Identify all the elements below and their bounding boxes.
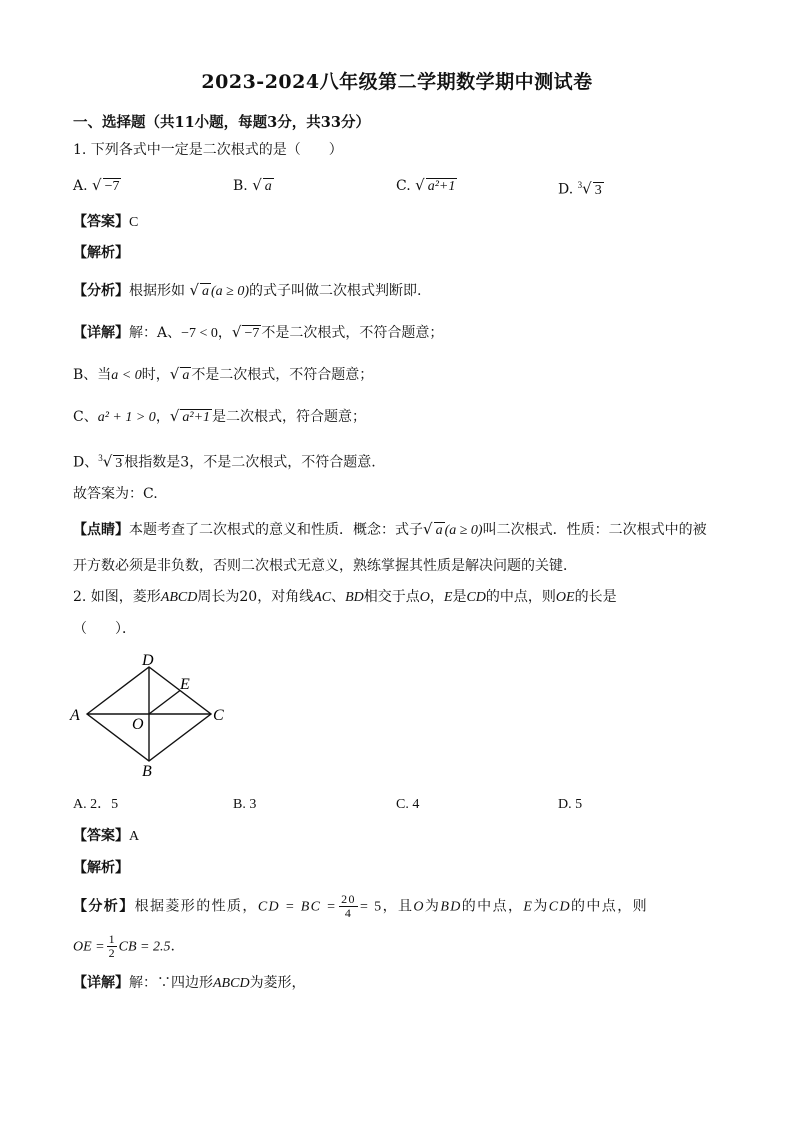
q1-fenxi bbox=[73, 280, 421, 302]
radicand-a: a bbox=[202, 284, 210, 299]
q2-oe: OE bbox=[555, 590, 575, 605]
label-c: C bbox=[213, 707, 224, 724]
segment-oe bbox=[149, 691, 180, 715]
q2-option-a: A. 2．5 bbox=[73, 797, 119, 812]
rhombus-figure bbox=[68, 648, 238, 780]
q1-xj1-ineq: −7 < 0 bbox=[181, 326, 218, 341]
radical-icon: √ bbox=[92, 176, 102, 194]
q2-xj-abcd: ABCD bbox=[213, 976, 250, 991]
radicand-a: a bbox=[182, 368, 190, 383]
q1-analysis-tag: 【解析】 bbox=[73, 245, 129, 261]
q1-answer bbox=[73, 212, 138, 233]
q2-fx2-rest: CB = 2.5 bbox=[118, 939, 171, 955]
q2-fenxi-line1 bbox=[73, 893, 648, 920]
q2-fx-post: 的中点，则 bbox=[571, 898, 648, 915]
q1-stem: 1. 下列各式中一定是二次根式的是（ ） bbox=[73, 142, 343, 158]
q1-answer-value: C bbox=[129, 215, 139, 230]
q2-e: E bbox=[443, 590, 453, 605]
q2-fx2-den: 2 bbox=[108, 946, 115, 960]
q1-option-b-radicand: a bbox=[264, 179, 272, 194]
q2-fx-num: 20 bbox=[341, 892, 356, 906]
radical-icon: √ bbox=[169, 365, 180, 383]
q2-ac: AC bbox=[313, 590, 332, 605]
fraction-1-over-2 bbox=[107, 933, 117, 960]
q1-xj4-post: 根指数是3，不是二次根式，不符合题意. bbox=[124, 454, 376, 471]
q1-option-d-radicand: 3 bbox=[594, 182, 602, 198]
radical-icon: √ bbox=[582, 179, 592, 198]
q2-fx-o: O bbox=[413, 899, 425, 915]
q2-fx-cd: CD bbox=[548, 899, 571, 915]
answer-tag: 【答案】 bbox=[73, 214, 129, 230]
q2-stem-line2: （ ）． bbox=[73, 621, 136, 637]
q1-option-c bbox=[396, 175, 457, 196]
radical-icon: √ bbox=[231, 323, 242, 341]
radical-icon: √ bbox=[252, 176, 262, 194]
q1-option-a-label: A. bbox=[73, 178, 88, 194]
q1-conclusion: 故答案为：C. bbox=[73, 486, 158, 502]
q2-cd: CD bbox=[466, 590, 486, 605]
q2-abcd: ABCD bbox=[160, 590, 198, 605]
q1-option-b-label: B. bbox=[233, 178, 248, 194]
label-a: A bbox=[70, 707, 80, 724]
q1-xiangjie-line3: C、a² + 1 > 0，√ a²+1 是二次根式，符合题意； bbox=[73, 407, 367, 425]
q2-fx-mid1: ，且 bbox=[382, 898, 414, 915]
q1-option-c-radicand: a²+1 bbox=[427, 179, 456, 194]
q2-stem-mid3: ， bbox=[429, 589, 444, 605]
q1-xj2-ineq: a < 0 bbox=[111, 368, 142, 383]
q2-fx-eq-end: = 5 bbox=[359, 899, 383, 915]
q1-fenxi-post: 的式子叫做二次根式判断即. bbox=[249, 283, 422, 299]
label-d: D bbox=[142, 652, 154, 669]
q2-xj-post: 为菱形， bbox=[249, 975, 306, 991]
q2-stem-mid4: 是 bbox=[452, 589, 467, 605]
fenxi-tag: 【分析】 bbox=[73, 898, 135, 915]
q2-xiangjie bbox=[73, 973, 306, 994]
radical-icon: √ bbox=[169, 407, 180, 425]
q1-dianjing-line1 bbox=[73, 519, 707, 541]
radicand-neg7: −7 bbox=[244, 326, 260, 341]
q2-sep: 、 bbox=[331, 589, 346, 605]
q2-fx-pre: 根据菱形的性质， bbox=[134, 898, 258, 915]
fenxi-tag: 【分析】 bbox=[73, 283, 129, 299]
condition-a-nonneg: (a ≥ 0) bbox=[211, 284, 250, 299]
q1-dianjing-line2: 开方数必须是非负数，否则二次根式无意义，熟练掌握其性质是解决问题的关键． bbox=[73, 558, 577, 574]
q1-dj-pre: 本题考查了二次根式的意义和性质．概念：式子 bbox=[129, 522, 423, 538]
label-b: B bbox=[142, 763, 152, 780]
q2-stem-mid2: 相交于点 bbox=[363, 589, 420, 605]
q2-bd: BD bbox=[345, 590, 364, 605]
q2-fx2-num: 1 bbox=[108, 932, 115, 946]
radicand-a: a bbox=[435, 523, 443, 538]
q2-fx2-oe: OE = bbox=[73, 939, 105, 955]
q1-dj-post: 叫二次根式．性质：二次根式中的被 bbox=[482, 522, 707, 538]
q1-option-d bbox=[558, 175, 604, 200]
q2-option-d: D. 5 bbox=[558, 797, 583, 812]
q1-option-d-label: D. bbox=[558, 181, 574, 198]
q1-option-a bbox=[73, 175, 121, 196]
q2-answer-value: A bbox=[129, 829, 140, 844]
q1-option-b bbox=[233, 175, 274, 196]
q2-fx-e: E bbox=[523, 899, 534, 915]
radicand-a2plus1: a²+1 bbox=[182, 410, 211, 425]
q1-xiangjie-line4 bbox=[73, 448, 376, 473]
xiangjie-tag: 【详解】 bbox=[73, 975, 129, 991]
q2-option-b: B. 3 bbox=[233, 797, 257, 812]
q2-fx-mid2: 为 bbox=[424, 898, 441, 915]
q1-xj2-pre: B、当 bbox=[73, 367, 112, 383]
label-e: E bbox=[180, 676, 190, 693]
q2-fenxi-line2 bbox=[73, 933, 175, 960]
dianjing-tag: 【点睛】 bbox=[73, 522, 129, 538]
q1-xj3-post: 是二次根式，符合题意； bbox=[212, 409, 367, 425]
section-heading: 一、选择题（共11小题，每题3分，共33分） bbox=[73, 114, 370, 131]
radical-icon: √ bbox=[102, 452, 113, 471]
q1-xj4-pre: D、 bbox=[73, 454, 99, 471]
condition-a-nonneg: (a ≥ 0) bbox=[444, 523, 483, 538]
q2-stem-pre: 2. 如图，菱形 bbox=[73, 589, 161, 605]
q2-stem-line1 bbox=[73, 587, 617, 608]
q1-xj3-pre: C、 bbox=[73, 409, 98, 425]
q2-answer bbox=[73, 826, 139, 847]
label-o: O bbox=[132, 716, 144, 733]
q2-fx-bd: BD bbox=[440, 899, 462, 915]
radical-icon: √ bbox=[189, 281, 200, 299]
q2-analysis-tag: 【解析】 bbox=[73, 860, 129, 876]
xiangjie-tag: 【详解】 bbox=[73, 325, 129, 341]
radicand-3: 3 bbox=[115, 455, 123, 471]
q1-xiangjie-line1: 【详解】解：A、−7 < 0，√ −7 不是二次根式，不符合题意； bbox=[73, 323, 444, 341]
q2-stem-post: 的长是 bbox=[574, 589, 617, 605]
q2-o: O bbox=[419, 590, 430, 605]
q2-fx-mid4: 为 bbox=[533, 898, 549, 915]
answer-tag: 【答案】 bbox=[73, 828, 129, 844]
q2-stem-mid1: 周长为20，对角线 bbox=[197, 589, 314, 605]
q1-xj1-pre: 解：A、 bbox=[129, 325, 182, 341]
q2-fx2-end: . bbox=[170, 938, 175, 955]
q2-stem-mid5: 的中点，则 bbox=[485, 589, 556, 605]
q1-option-a-radicand: −7 bbox=[104, 179, 120, 194]
q2-fx-eq: CD = BC = bbox=[257, 899, 338, 915]
q2-xj-pre: 解：∵四边形 bbox=[129, 975, 213, 991]
radical-icon: √ bbox=[423, 520, 433, 538]
q1-option-d-index: 3 bbox=[577, 180, 583, 190]
q2-option-c: C. 4 bbox=[396, 797, 420, 812]
radical-icon: √ bbox=[415, 176, 425, 194]
q1-xj2-post: 不是二次根式，不符合题意； bbox=[191, 367, 374, 383]
q2-fx-den: 4 bbox=[344, 906, 353, 920]
q1-option-c-label: C. bbox=[396, 178, 411, 194]
q1-xj2-mid: 时， bbox=[141, 367, 170, 383]
q2-fx-mid3: 的中点， bbox=[461, 898, 524, 915]
page-title: 2023-2024八年级第二学期数学期中测试卷 bbox=[201, 71, 593, 93]
q1-xj3-ineq: a² + 1 > 0 bbox=[97, 410, 156, 425]
fraction-20-over-4 bbox=[339, 893, 358, 920]
q1-fenxi-pre: 根据形如 bbox=[129, 283, 185, 299]
root-index: 3 bbox=[98, 453, 103, 463]
q1-xiangjie-line2 bbox=[73, 364, 373, 386]
q1-xj1-post: 不是二次根式，不符合题意； bbox=[261, 325, 444, 341]
